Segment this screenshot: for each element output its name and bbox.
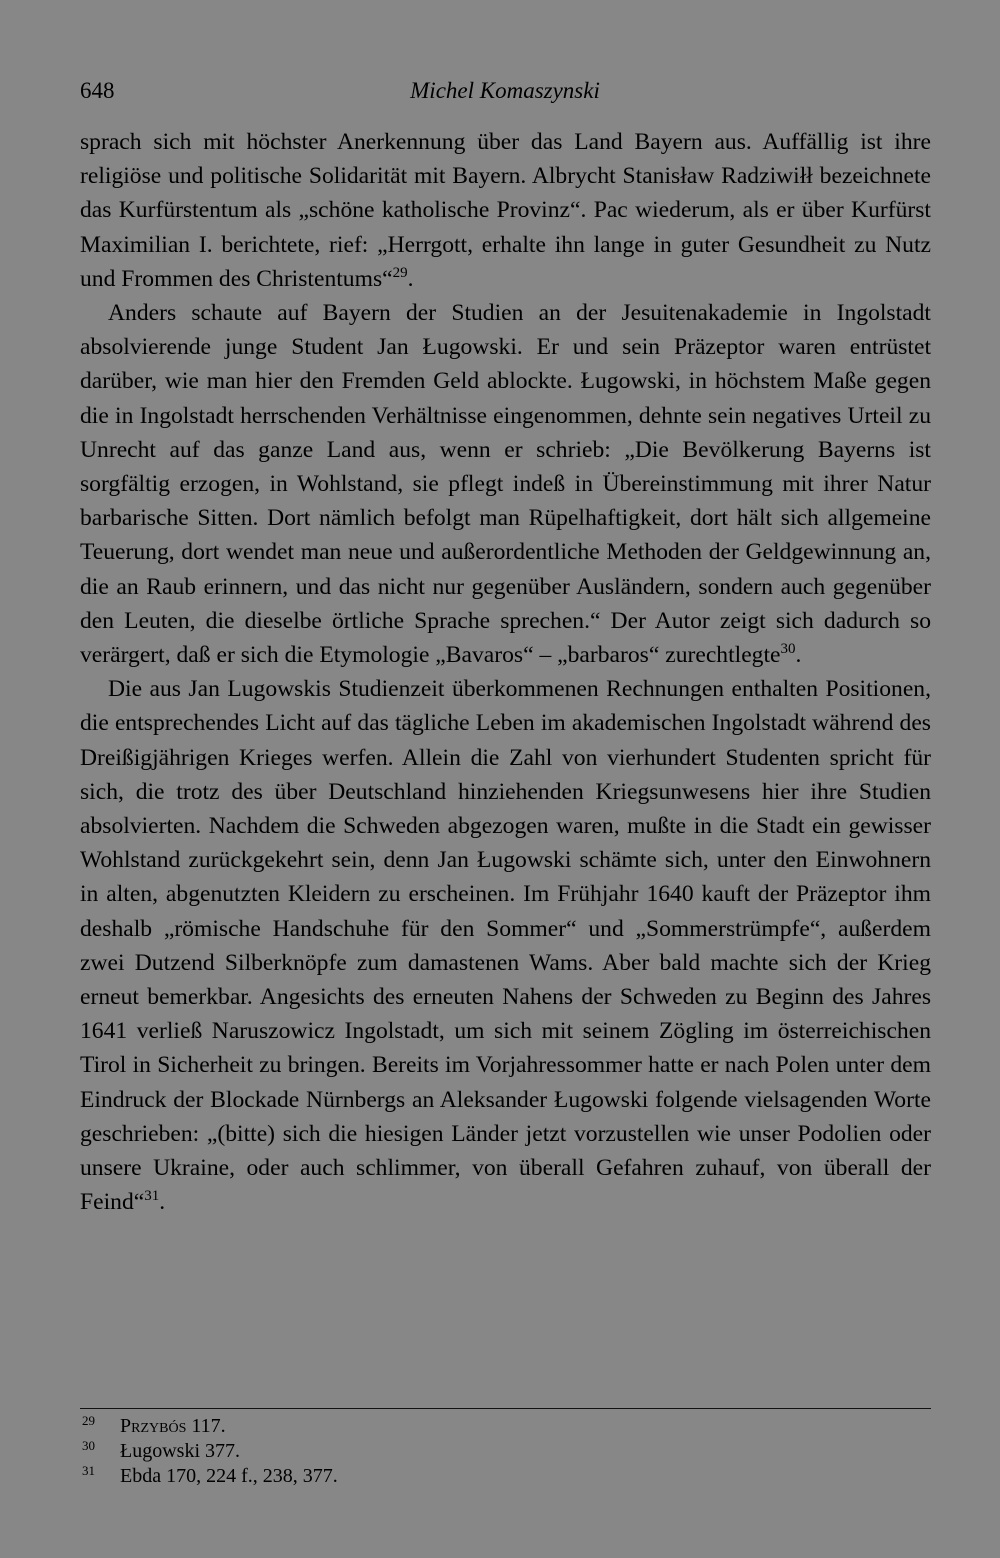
footnote-item: 29 Przybós 117. — [82, 1413, 226, 1437]
footnote-text: Ebda 170, 224 f., 238, 377. — [120, 1465, 338, 1487]
footnote-item: 31 Ebda 170, 224 f., 238, 377. — [82, 1463, 338, 1487]
paragraph-text: Anders schaute auf Bayern der Studien an der Jesuitenakademie in Ingolstadt absolvierende junge Student Jan Ługowski. Er und sein Präzeptor waren entrüstet darüber, wie man hier den Fremden Geld ablockte. Ługowski, in höchstem Maße gegen die in Ingolstadt herrschenden Verhältnisse eingenommen, dehnte sein negatives Urteil zu Unrecht auf das ganze Land aus, wenn er schrieb: „Die Bevölkerung Bayerns ist sorgfältig erzogen, in Wohlstand, sie pflegt indeß in Übereinstimmung mit ihrer Natur barbarische Sitten. Dort nämlich befolgt man Rüpelhaftigkeit, dort hält sich allgemeine Teuerung, dort wendet man neue und außerordentliche Methoden der Geldgewinnung an, die an Raub erinnern, und das nicht nur gegenüber Ausländern, sondern auch gegenüber den Leuten, die dieselbe örtliche Sprache sprechen.“ Der Autor zeigt sich dadurch so verärgert, daß er sich die Etymologie „Bavaros“ – „barbaros“ zurechtlegte — [80, 300, 931, 669]
paragraph — [80, 296, 931, 672]
paragraph — [80, 672, 931, 1219]
footnote-marker: 30 — [780, 641, 796, 658]
footnote-divider — [80, 1408, 931, 1409]
paragraph-end: . — [407, 265, 414, 292]
footnotes — [80, 1414, 931, 1489]
paragraph-text: sprach sich mit höchster Anerkennung über das Land Bayern aus. Auffällig ist ihre religiöse und politische Solidarität mit Bayern. Albrycht Stanisław Radziwiłł bezeichnete das Kurfürstentum als „schöne katholische Provinz“. Pac wiederum, als er über Kurfürst Maximilian I. berichtete, rief: „Herrgott, erhalte ihn lange in guter Gesundheit zu Nutz und Frommen des Christentums“ — [80, 129, 931, 292]
footnote-marker: 29 — [392, 264, 408, 281]
paragraph-text: Die aus Jan Lugowskis Studienzeit überkommenen Rechnungen enthalten Positionen, die entsprechendes Licht auf das tägliche Leben im akademischen Ingolstadt während des Dreißigjährigen Krieges werfen. Allein die Zahl von vierhundert Studenten spricht für sich, die trotz des über Deutschland hinziehenden Kriegsunwesens hier ihre Studien absolvierten. Nachdem die Schweden abgezogen waren, mußte in die Stadt ein gewisser Wohlstand zurückgekehrt sein, denn Jan Ługowski schämte sich, unter den Einwohnern in alten, abgenutzten Kleidern zu erscheinen. Im Frühjahr 1640 kauft der Präzeptor ihm deshalb „römische Handschuhe für den Sommer“ und „Sommerstrümpfe“, außerdem zwei Dutzend Silberknöpfe zum damastenen Wams. Aber bald machte sich der Krieg erneut bemerkbar. Angesichts des erneuten Nahens der Schweden zu Beginn des Jahres 1641 verließ Naruszowicz Ingolstadt, um sich mit seinem Zögling im österreichischen Tirol in Sicherheit zu bringen. Bereits im Vorjahressommer hatte er nach Polen unter dem Eindruck der Blockade Nürnbergs an Aleksander Ługowski folgende vielsagenden Worte geschrieben: „(bitte) sich die hiesigen Länder jetzt vorzustellen wie unser Podolien oder unsere Ukraine, oder auch schlimmer, von überall Gefahren zuhauf, von überall der Feind“ — [80, 676, 931, 1216]
footnote-text: Ługowski 377. — [120, 1440, 240, 1462]
page-number: 648 — [80, 78, 115, 103]
paragraph — [80, 125, 931, 296]
footnote-marker: 31 — [144, 1188, 160, 1205]
paragraph-end: . — [159, 1189, 166, 1216]
footnote-text: Przybós 117. — [120, 1415, 226, 1437]
paragraph-end: . — [795, 642, 802, 669]
page-header — [80, 72, 930, 108]
body-text — [80, 125, 931, 1220]
running-head-author: Michel Komaszynski — [410, 78, 600, 103]
footnote-item: 30 Ługowski 377. — [82, 1438, 240, 1462]
